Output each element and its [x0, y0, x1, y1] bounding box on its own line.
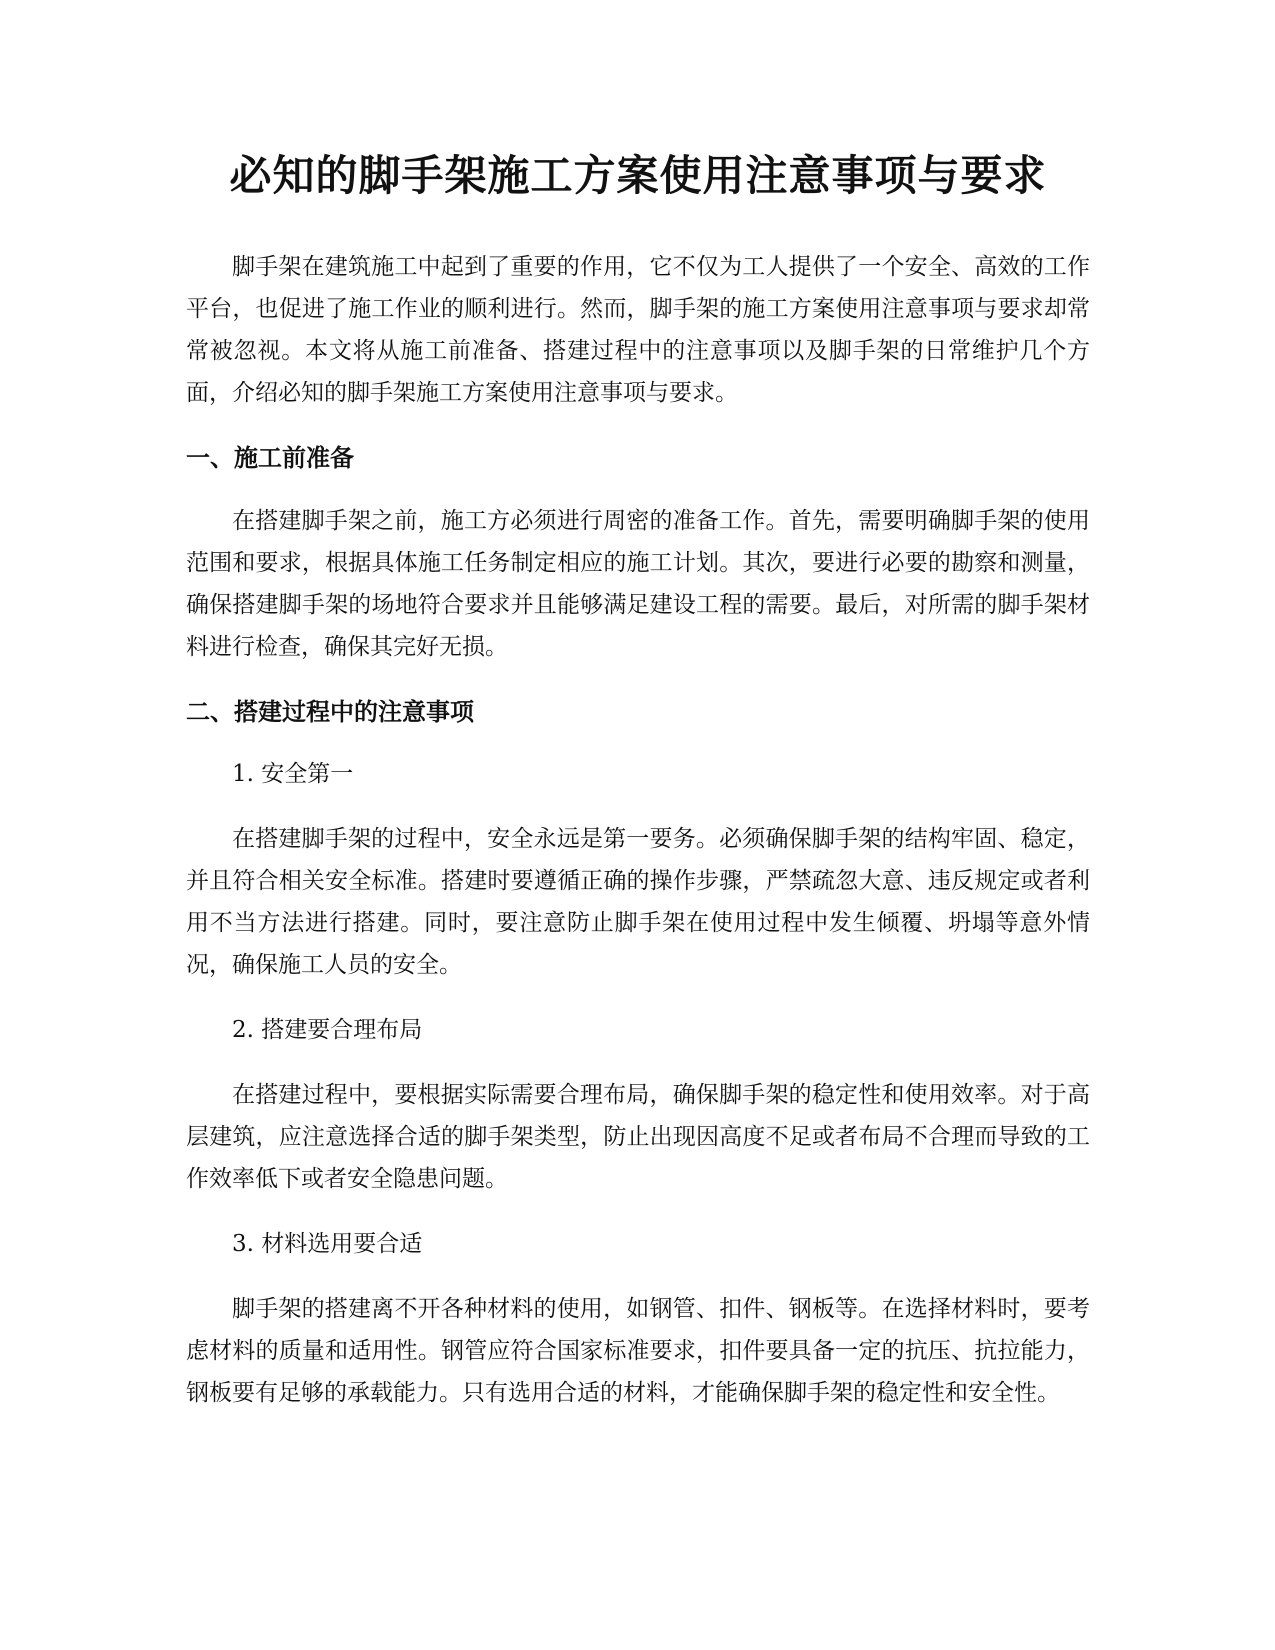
item-1-title: 1. 安全第一 — [232, 761, 354, 787]
item-1-paragraph: 在搭建脚手架的过程中，安全永远是第一要务。必须确保脚手架的结构牢固、稳定，并且符合相关安全标准。搭建时要遵循正确的操作步骤，严禁疏忽大意、违反规定或者利用不当方法进行搭建。同时，要注意防止脚手架在使用过程中发生倾覆、坍塌等意外情况，确保施工人员的安全。 — [186, 826, 1090, 978]
item-2-title: 2. 搭建要合理布局 — [232, 1017, 423, 1043]
document-content — [186, 148, 1090, 1438]
document-title: 必知的脚手架施工方案使用注意事项与要求 — [229, 151, 1047, 200]
section-1-paragraph: 在搭建脚手架之前，施工方必须进行周密的准备工作。首先，需要明确脚手架的使用范围和要求，根据具体施工任务制定相应的施工计划。其次，要进行必要的勘察和测量，确保搭建脚手架的场地符合要求并且能够满足建设工程的需要。最后，对所需的脚手架材料进行检查，确保其完好无损。 — [186, 508, 1090, 660]
item-3-paragraph: 脚手架的搭建离不开各种材料的使用，如钢管、扣件、钢板等。在选择材料时，要考虑材料的质量和适用性。钢管应符合国家标准要求，扣件要具备一定的抗压、抗拉能力，钢板要有足够的承载能力。只有选用合适的材料，才能确保脚手架的稳定性和安全性。 — [186, 1296, 1090, 1406]
intro-paragraph: 脚手架在建筑施工中起到了重要的作用，它不仅为工人提供了一个安全、高效的工作平台，也促进了施工作业的顺利进行。然而，脚手架的施工方案使用注意事项与要求却常常被忽视。本文将从施工前准备、搭建过程中的注意事项以及脚手架的日常维护几个方面，介绍必知的脚手架施工方案使用注意事项与要求。 — [186, 254, 1090, 406]
item-3-title: 3. 材料选用要合适 — [232, 1231, 423, 1257]
item-2-paragraph: 在搭建过程中，要根据实际需要合理布局，确保脚手架的稳定性和使用效率。对于高层建筑，应注意选择合适的脚手架类型，防止出现因高度不足或者布局不合理而导致的工作效率低下或者安全隐患问题。 — [186, 1082, 1090, 1192]
section-1-heading: 一、施工前准备 — [186, 444, 354, 472]
section-2-heading: 二、搭建过程中的注意事项 — [186, 698, 474, 726]
